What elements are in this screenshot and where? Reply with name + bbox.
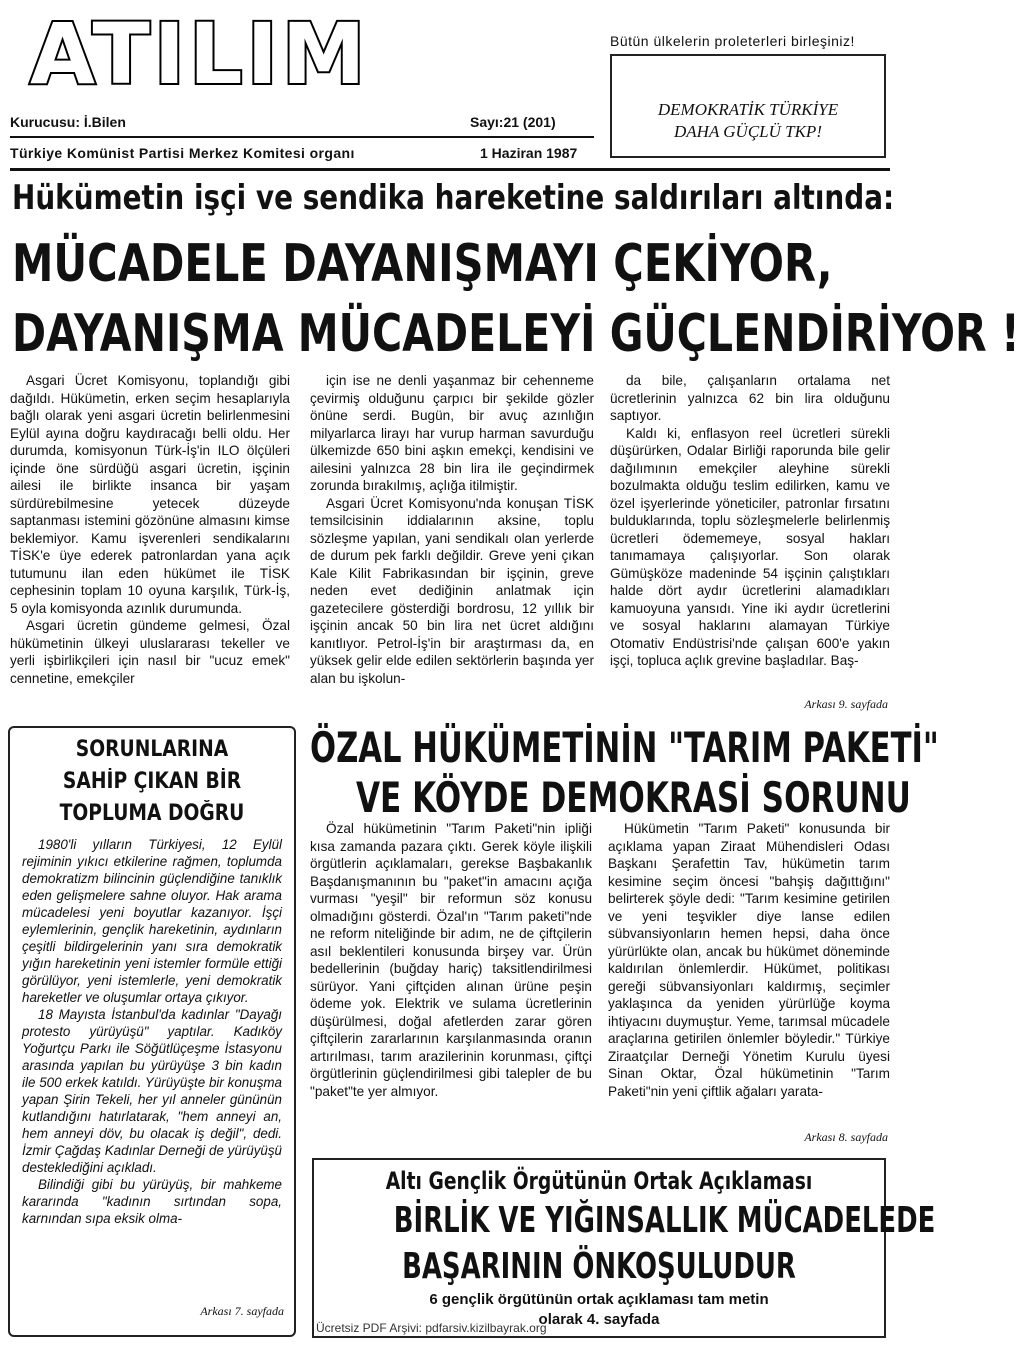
party-slogan: Bütün ülkelerin proleterleri birleşiniz! (610, 33, 855, 49)
lead-col3-para: Kaldı ki, enflasyon reel ücretleri sürekli düşürürken, Odalar Birliği raporunda bile gelir dağılımının emekçiler aleyhine sürekli bozulmakta olduğu teslim edilirken, kamu ve özel işyerlerinde yöneticiler, patronlar fırsatını bulduklarında, toplu sözleşmelerle belirlenmiş ücretleri ödememeye, sosyal hakları tanımamaya çalışıyorlar. Son olarak Gümüşköze madeninde 54 işçinin çalıştıkları halde dört aydır ücretlerini alamadıkları kamuoyuna yansıdı. Yine iki aydır ücretlerini ve sosyal haklarını alamayan Türkiye Otomativ Endüstrisi'nde çalışan 600'e yakın işçi, topluca açlık grevine başladılar. Baş- (610, 425, 890, 668)
farm-column-1 (310, 820, 592, 1150)
lead-col2-para: için ise ne denli yaşanmaz bir cehenneme çevirmiş olduğunu çarpıcı bir şekilde gözler önüne serdi. Bugün, bir avuç azınlığın milyarlarca lirayı har vurup harman savurduğu ülkemizde 650 bini aşkın emekçi, kendisini ve ailesini yalnızca 28 bin lira ile geçindirmek zorunda bırakılmış, açlığa itilmiştir. (310, 373, 594, 493)
youth-statement-box (312, 1158, 936, 1338)
youth-note-line2: olarak 4. sayfada (538, 1311, 660, 1328)
sidebar-box (8, 726, 296, 1337)
lead-kicker: Hükümetin işçi ve sendika hareketine saldırıları altında: (12, 178, 895, 218)
lead-col1-para: Asgari ücretin gündeme gelmesi, Özal hükümetinin ülkeyi uluslararası tekeller ve yerli işbirlikçileri için nasıl bir "ucuz emek" cennetine, emekçiler (10, 618, 290, 686)
sidebar-para: 18 Mayısta İstanbul'da kadınlar "Dayağı protesto yürüyüşü" yaptılar. Kadıköy Yoğurtçu Parkı ile Söğütlüçeşme İstasyonu arasında yapılan bu yürüyüşe 3 bin kadın ile 500 erkek katıldı. Yürüyüşte bir konuşma yapan Şirin Tekeli, her yıl anneler gününün kutlandığını hatırlatarak, "hem anneyi an, hem anneyi döv, bu olacak iş değil", dedi. İzmir Çağdaş Kadınlar Derneği de yürüyüşü desteklediğini açıkladı. (22, 1007, 282, 1175)
youth-kicker: Altı Gençlik Örgütünün Ortak Açıklaması (385, 1167, 813, 1195)
lead-column-3 (610, 372, 890, 696)
sidebar-para: Bilindiği gibi bu yürüyüş, bir mahkeme kararında "kadının sırtından sopa, karnından sıpa eksik olma- (22, 1177, 282, 1226)
lead-column-1 (10, 372, 290, 710)
sidebar-text (22, 836, 282, 1302)
founder-label: Kurucusu: İ.Bilen (10, 114, 126, 130)
youth-title-line1: BİRLİK VE YIĞINSALLIK MÜCADELEDE (393, 1200, 936, 1241)
farm-title-line2: VE KÖYDE DEMOKRASİ SORUNU (356, 773, 911, 822)
farm-column-2 (608, 820, 890, 1130)
slogan-box-line1: DEMOKRATİK TÜRKİYE (657, 100, 839, 119)
youth-title-line2: BAŞARININ ÖNKOŞULUDUR (402, 1246, 796, 1287)
masthead-logo: ATILIM (30, 5, 370, 103)
issue-number: Sayı:21 (201) (470, 114, 556, 130)
archive-footer: Ücretsiz PDF Arşivi: pdfarsiv.kizilbayrak.org (316, 1321, 547, 1335)
farm-continued: Arkası 8. sayfada (804, 1130, 888, 1144)
lead-title-line1: MÜCADELE DAYANIŞMAYI ÇEKİYOR, (12, 234, 833, 294)
sidebar-para: 1980'li yılların Türkiyesi, 12 Eylül rejiminin yıkıcı etkilerine rağmen, toplumda demokratizm bilincinin güçlendiğine tanıklık eden gelişmelere sahne oluyor. Hak arama mücadelesi yeni boyutlar kazanıyor. İşçi eylemlerinin, gençlik hareketinin, aydınların çeşitli bildirgelerinin yanı sıra demokratik yığın hareketinin yeni istemler formüle ettiği görülüyor, yeni istemlerle, yeni demokratik hareketler ve oluşumlar ortaya çıkıyor. (22, 837, 282, 1005)
slogan-box (610, 54, 886, 158)
sidebar-title-line2: SAHİP ÇIKAN BİR (62, 769, 242, 794)
issue-date: 1 Haziran 1987 (480, 145, 578, 161)
lead-col2-para: Asgari Ücret Komisyonu'nda konuşan TİSK temsilcisinin iddialarının aksine, toplu sözleşme yapılan, yani sendikalı olan yerlerde de durum pek farklı değildir. Greve yeni çıkan Kale Kilit Fabrikasından bir işçinin, greve neden evet dediğinin anlatmak için gazetecilere gösterdiği bordrosu, 12 yıllık bir işçinin ancak 50 bin lira net ücret aldığını kanıtlıyor. Petrol-İş'in bir araştırması da, en yüksek gelir elde edilen sektörlerin başında yer alan bu işkolun- (310, 495, 594, 686)
lead-continued: Arkası 9. sayfada (804, 697, 888, 711)
header-rule (10, 168, 890, 171)
masthead-divider (10, 136, 594, 138)
slogan-box-line2: DAHA GÜÇLÜ TKP! (674, 122, 822, 141)
lead-column-2 (310, 372, 594, 710)
organ-label: Türkiye Komünist Partisi Merkez Komitesi organı (10, 145, 355, 161)
youth-note-line1: 6 gençlik örgütünün ortak açıklaması tam metin (429, 1291, 769, 1308)
farm-col2-para: Hükümetin "Tarım Paketi" konusunda bir açıklama yapan Ziraat Mühendisleri Odası Başkanı Şerafettin Tav, hükümetin tarım kesimine seçim öncesi "bahşiş dağıttığını" belirterek şöyle dedi: "Tarım kesimine getirilen ve yeni teşvikler diye lanse edilen sübvansiyonların hemen hepsi, daha önce yürürlükte olan, ancak bu hükümet döneminde kaldırılan önlemlerdir. Hükümet, politikası gereği sübvansiyonları kaldırmış, seçimler yaklaşınca da yeniden yürürlüğe koyma ihtiyacını duymuştur. Yeme, tarımsal mücadele araçlarına getirilen önlemler böyledir." Türkiye Ziraatçılar Derneği Yönetim Kurulu üyesi Sinan Oktar, Özal hükümetinin "Tarım Paketi"nin yeni çiftlik ağaları yarata- (608, 821, 890, 1099)
farm-title-line1: ÖZAL HÜKÜMETİNİN "TARIM PAKETİ" (310, 723, 939, 772)
lead-col1-para: Asgari Ücret Komisyonu, toplandığı gibi dağıldı. Hükümetin, erken seçim hesaplarıyla bağlı olarak yeni asgari ücretin belirlenmesini Eylül ayına doğru kaydıracağı belli oldu. Her durumda, komisyonun Türk-İş'in ILO ölçüleri içinde öne sürdüğü asgari ücretin, işçinin ailesi ile birlikte insanca bir yaşam sürdürebilmesine yetecek düzeyde saptanması istemini gözönüne almasını kimse beklemiyor. Kamu işverenleri sendikalarını TİSK'e üye ederek patronlardan yana açık tutumunu ilan eden hükümet ile TİSK cephesinin toplam 10 oyuna karşılık, Türk-İş, 5 oyla komisyonda azınlık durumunda. (10, 373, 290, 616)
sidebar-continued: Arkası 7. sayfada (200, 1304, 284, 1318)
sidebar-title-line3: TOPLUMA DOĞRU (59, 801, 245, 826)
farm-col1-para: Özal hükümetinin "Tarım Paketi"nin ipliği kısa zamanda pazara çıktı. Gerek köyle ilişkili örgütlerin açıklamaları, gerekse Başbakanlık Başdanışmanının bu "paket"in amacını açığa vurması "yeşil" bir reformun söz konusu olmadığını gösterdi. Özal'ın "Tarım paketi"nde ne reform niteliğinde bir adım, ne de çiftçilerin asıl beklentileri konusunda birşey var. Ürün bedellerinin (buğday hariç) taksitlendirilmesi sürüyor. Yani çiftçiden alınan ürüne peşin ödeme yok. Elektrik ve sulama ücretlerinin düşürülmesi, doğal afetlerden zarar gören çiftçilerin zararlarının karşılanmasında oranın artırılması, tarım arazilerinin korunması, çiftçi örgütlerinin güçlendirilmesi gibi talepler de bu "paket"te yer almıyor. (310, 821, 592, 1099)
lead-title-line2: DAYANIŞMA MÜCADELEYİ GÜÇLENDİRİYOR ! (12, 304, 1020, 364)
sidebar-title-line1: SORUNLARINA (75, 737, 229, 762)
lead-col3-para: da bile, çalışanların ortalama net ücretlerinin yalnızca 62 bin lira olduğunu saptıyor. (610, 373, 890, 423)
